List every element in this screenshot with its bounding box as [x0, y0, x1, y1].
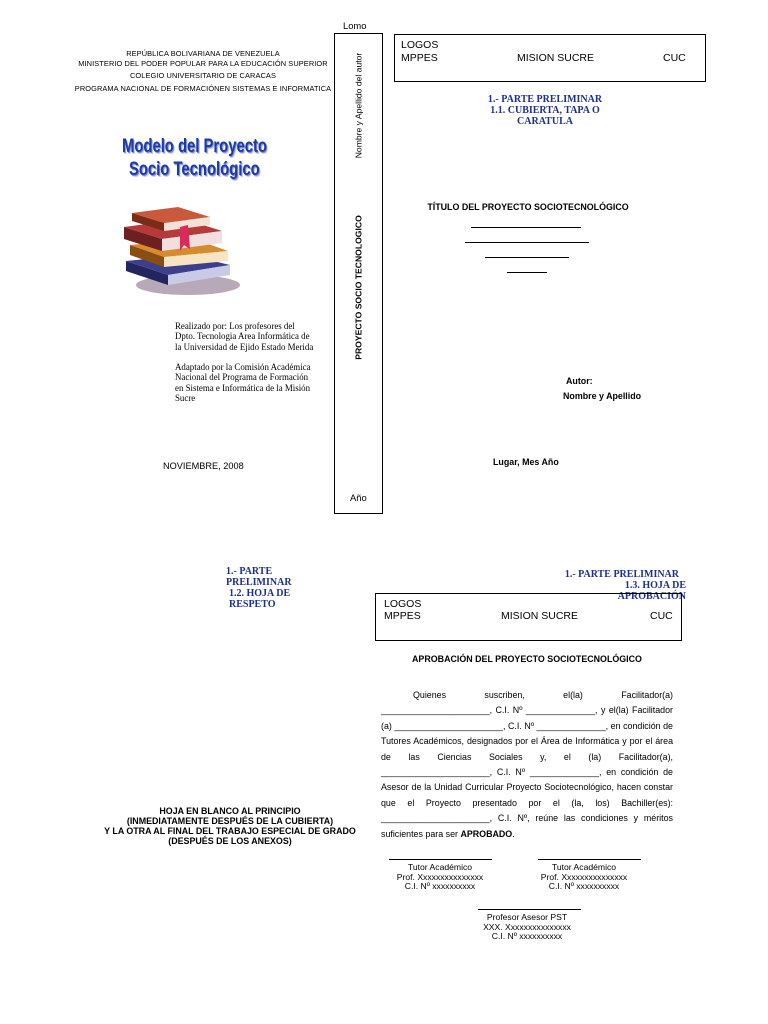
realizado-line: la Universidad de Ejido Estado Merida [175, 341, 314, 352]
signature-name: XXX. Xxxxxxxxxxxxxxx [483, 921, 571, 932]
signature-ci: C.I. Nº xxxxxxxxxx [404, 881, 476, 891]
signature-block [457, 913, 597, 942]
signature-role: Tutor Académico [551, 862, 617, 872]
section-line: 1.2. HOJA DE RESPETO [229, 588, 291, 610]
cuc-label: CUC [663, 52, 686, 64]
section-line: CARATULA [517, 116, 573, 127]
approval-heading: APROBACIÓN DEL PROYECTO SOCIOTECNOLÓGICO [412, 654, 642, 664]
signature-ci: C.I. Nº xxxxxxxxxx [548, 881, 620, 891]
logos-label: LOGOS [401, 39, 439, 51]
approval-logos-box [375, 593, 682, 641]
section-line: 1.- PARTE PRELIMINAR [564, 569, 679, 580]
respeto-line: Y LA OTRA AL FINAL DEL TRABAJO ESPECIAL DE GRADO [104, 826, 356, 836]
adaptado-line: Sucre [175, 392, 196, 403]
section-caratula [450, 94, 640, 127]
autor-name: Nombre y Apellido [563, 391, 642, 401]
respeto-line: (DESPUÉS DE LOS ANEXOS) [168, 836, 292, 846]
project-title: TÍTULO DEL PROYECTO SOCIOTECNOLÓGICO [427, 202, 629, 212]
logos-label: LOGOS [384, 598, 422, 610]
respeto-line: (INMEDIATAMENTE DESPUÉS DE LA CUBIERTA) [126, 816, 334, 826]
signature-role: Tutor Académico [407, 862, 473, 872]
autor-label: Autor: [566, 376, 593, 386]
body-line: Tutores Académicos, designados por el Área de Informática y por el área [381, 736, 673, 747]
mppes-label: MPPES [401, 52, 438, 64]
approval-body [381, 688, 673, 842]
realizado-note [175, 321, 325, 352]
signature-line [478, 909, 581, 910]
adaptado-line: en Sistema e Informática de la Misión [175, 382, 311, 393]
body-last-suffix: . [512, 828, 515, 839]
cuc-label: CUC [650, 610, 673, 622]
header-line: COLEGIO UNIVERSITARIO DE CARACAS [130, 71, 276, 80]
spine-author-label: Nombre y Apellido del autor [353, 52, 364, 159]
mision-label: MISION SUCRE [517, 52, 595, 64]
section-line: 1.3. HOJA DE APROBACIÓN [617, 580, 686, 602]
body-line-last [381, 827, 673, 842]
body-last-prefix: suficientes para ser [381, 828, 458, 839]
body-line: (a) ______________________, C.I. Nº ______________, en condición de [381, 720, 673, 731]
section-line: 1.- PARTE PRELIMINAR [226, 566, 292, 588]
mision-label: MISION SUCRE [501, 610, 579, 622]
signature-block [514, 863, 654, 892]
signature-block [370, 863, 510, 892]
body-line: de las Ciencias Sociales y, el (la) Facilitador(a), [381, 751, 673, 762]
books-icon [118, 205, 242, 297]
body-line: Quienes suscriben, el(la) Facilitador(a) [413, 690, 673, 700]
section-line: 1.- PARTE PRELIMINAR [487, 94, 603, 105]
title-underline [471, 227, 581, 228]
mppes-label: MPPES [384, 610, 421, 622]
spine-project-label: PROYECTO SOCIO TECNOLOGICO [353, 215, 364, 360]
signature-role: Profesor Asesor PST [486, 912, 568, 922]
header-line: PROGRAMA NACIONAL DE FORMACIÓNEN SISTEMAS E INFORMATICA [74, 83, 332, 93]
title-underline [485, 257, 569, 258]
title-underline [465, 242, 589, 243]
spine-year-label: Año [350, 492, 367, 503]
signature-ci: C.I. Nº xxxxxxxxxx [491, 931, 563, 941]
body-line: que el Proyecto presentado por el (la, los) Bachiller(es): [381, 797, 673, 808]
signature-name: Prof. Xxxxxxxxxxxxxxx [540, 871, 628, 882]
signature-name: Prof. Xxxxxxxxxxxxxxx [396, 871, 484, 882]
respeto-note [60, 806, 400, 846]
realizado-line: Realizado por: Los profesores del [175, 321, 295, 331]
adaptado-line: Nacional del Programa de Formación [175, 372, 309, 383]
approved-word: APROBADO [460, 828, 513, 839]
cover-title [122, 135, 267, 185]
body-line: ______________________, C.I. Nº, reúne las condiciones y méritos [381, 813, 673, 824]
cover-title-line2: Socio Tecnológico [129, 159, 260, 180]
body-line: ______________________, C.I. Nº ______________, y el(la) Facilitador [381, 705, 673, 716]
body-line: ______________________, C.I. Nº ______________, en condición de [381, 767, 673, 778]
realizado-line: Dpto. Tecnologia Area Informática de [175, 331, 310, 342]
institution-header [72, 49, 334, 93]
respeto-line: HOJA EN BLANCO AL PRINCIPIO [159, 806, 301, 816]
section-line: 1.1. CUBIERTA, TAPA O [490, 105, 600, 116]
cover-title-line1: Modelo del Proyecto [122, 136, 267, 157]
body-line: Asesor de la Unidad Curricular Proyecto Sociotecnológico, hacen constar [381, 782, 673, 793]
place-date: Lugar, Mes Año [493, 457, 559, 467]
adaptado-line: Adaptado por la Comisión Académica [175, 362, 311, 372]
section-respeto [226, 566, 336, 610]
title-underline [507, 272, 547, 273]
signature-line [389, 859, 492, 860]
cover-date: NOVIEMBRE, 2008 [163, 461, 244, 471]
header-line: MINISTERIO DEL PODER POPULAR PARA LA EDUCACIÓN SUPERIOR [78, 58, 328, 68]
header-line: REPÚBLICA BOLIVARIANA DE VENEZUELA [126, 49, 280, 58]
signature-line [538, 859, 641, 860]
spine-top-label: Lomo [343, 20, 367, 31]
adaptado-note [175, 362, 325, 403]
cover-logos-box [394, 34, 706, 82]
